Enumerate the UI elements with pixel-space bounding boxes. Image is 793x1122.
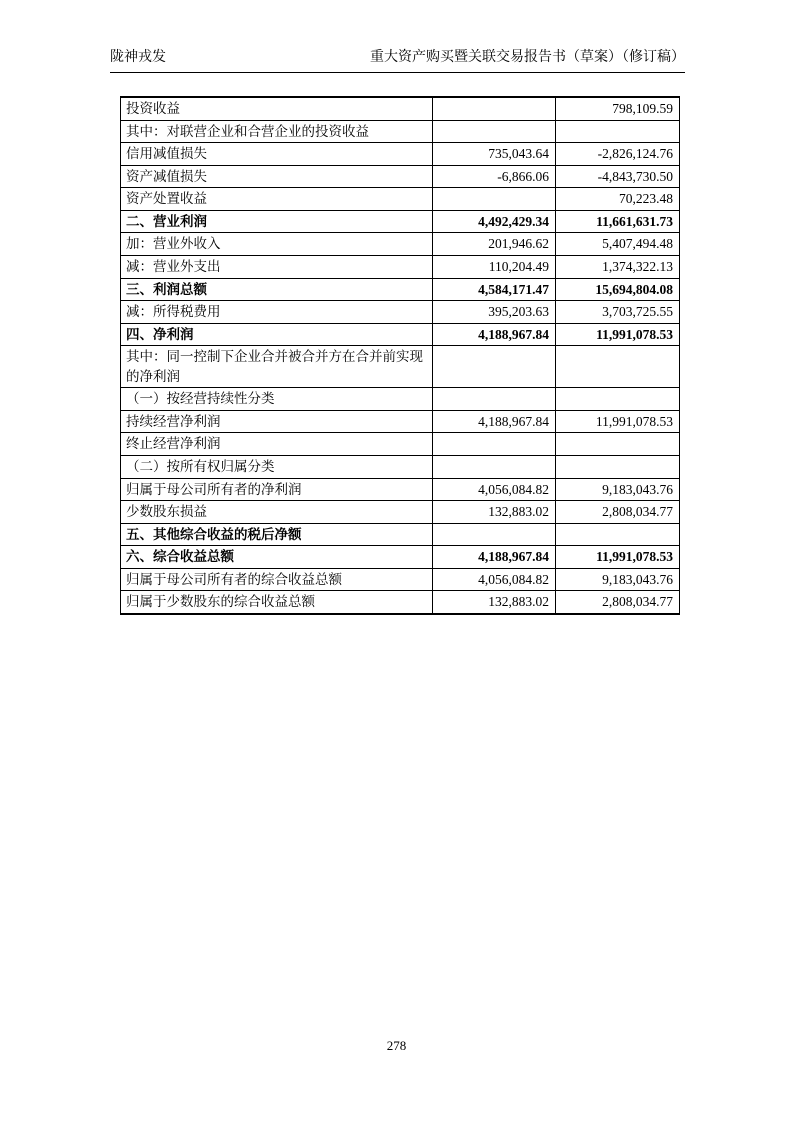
row-value-period2 [556,523,680,546]
row-label: 资产减值损失 [121,165,433,188]
row-value-period1: 4,188,967.84 [433,546,556,569]
row-value-period1 [433,97,556,120]
income-statement-table-body [121,97,680,614]
row-label: 归属于少数股东的综合收益总额 [121,591,433,614]
row-label: 其中：对联营企业和合营企业的投资收益 [121,120,433,143]
table-row [121,410,680,433]
row-value-period2: 11,991,078.53 [556,323,680,346]
header-report-title: 重大资产购买暨关联交易报告书（草案）（修订稿） [370,50,685,65]
row-value-period1: 4,188,967.84 [433,410,556,433]
row-label: 归属于母公司所有者的净利润 [121,478,433,501]
row-value-period2: 5,407,494.48 [556,233,680,256]
row-value-period2 [556,433,680,456]
row-label: 五、其他综合收益的税后净额 [121,523,433,546]
table-row [121,501,680,524]
row-value-period1 [433,433,556,456]
row-value-period2: 11,661,631.73 [556,210,680,233]
table-row [121,523,680,546]
row-value-period2 [556,388,680,411]
row-label: 少数股东损益 [121,501,433,524]
table-row [121,546,680,569]
row-value-period2: 11,991,078.53 [556,410,680,433]
row-value-period1 [433,388,556,411]
row-value-period1: 395,203.63 [433,301,556,324]
table-row [121,346,680,388]
row-value-period2: 1,374,322.13 [556,255,680,278]
row-label: 投资收益 [121,97,433,120]
row-value-period2: 9,183,043.76 [556,478,680,501]
row-label: 持续经营净利润 [121,410,433,433]
row-value-period1: 110,204.49 [433,255,556,278]
row-label: 加：营业外收入 [121,233,433,256]
row-value-period1: 735,043.64 [433,143,556,166]
page-header [110,50,685,73]
row-value-period2: -4,843,730.50 [556,165,680,188]
row-label: 归属于母公司所有者的综合收益总额 [121,568,433,591]
row-value-period1: 4,056,084.82 [433,568,556,591]
table-row [121,568,680,591]
table-row [121,165,680,188]
row-value-period2: 11,991,078.53 [556,546,680,569]
row-value-period2: 2,808,034.77 [556,501,680,524]
table-row [121,120,680,143]
table-row [121,188,680,211]
row-label: （二）按所有权归属分类 [121,456,433,479]
page-number [0,1038,793,1054]
row-value-period1 [433,188,556,211]
row-value-period2: 3,703,725.55 [556,301,680,324]
table-row [121,255,680,278]
row-value-period1 [433,346,556,388]
table-row [121,301,680,324]
row-value-period2: -2,826,124.76 [556,143,680,166]
table-row [121,591,680,614]
row-value-period1: 132,883.02 [433,501,556,524]
row-label: 减：所得税费用 [121,301,433,324]
row-value-period2: 798,109.59 [556,97,680,120]
row-label: 终止经营净利润 [121,433,433,456]
row-value-period2: 15,694,804.08 [556,278,680,301]
row-label: 六、综合收益总额 [121,546,433,569]
row-value-period1: -6,866.06 [433,165,556,188]
row-label: 三、利润总额 [121,278,433,301]
row-value-period1: 4,056,084.82 [433,478,556,501]
row-value-period1: 4,492,429.34 [433,210,556,233]
row-value-period2 [556,346,680,388]
row-label: 四、净利润 [121,323,433,346]
table-row [121,278,680,301]
row-value-period1 [433,120,556,143]
header-company-name: 陇神戎发 [110,50,166,65]
page-number-value: 278 [386,1038,407,1053]
row-value-period1: 201,946.62 [433,233,556,256]
row-label: 其中：同一控制下企业合并被合并方在合并前实现的净利润 [121,346,433,388]
row-label: 二、营业利润 [121,210,433,233]
table-row [121,388,680,411]
row-label: 减：营业外支出 [121,255,433,278]
row-value-period1 [433,456,556,479]
row-value-period2: 9,183,043.76 [556,568,680,591]
table-row [121,210,680,233]
row-value-period2 [556,456,680,479]
row-value-period1: 4,584,171.47 [433,278,556,301]
row-label: 资产处置收益 [121,188,433,211]
table-row [121,323,680,346]
table-row [121,143,680,166]
table-row [121,97,680,120]
table-row [121,478,680,501]
row-value-period1 [433,523,556,546]
row-label: 信用减值损失 [121,143,433,166]
income-statement-table [120,96,680,615]
row-value-period2: 70,223.48 [556,188,680,211]
table-row [121,456,680,479]
table-row [121,433,680,456]
row-value-period2: 2,808,034.77 [556,591,680,614]
row-value-period1: 4,188,967.84 [433,323,556,346]
table-row [121,233,680,256]
row-value-period1: 132,883.02 [433,591,556,614]
row-value-period2 [556,120,680,143]
row-label: （一）按经营持续性分类 [121,388,433,411]
